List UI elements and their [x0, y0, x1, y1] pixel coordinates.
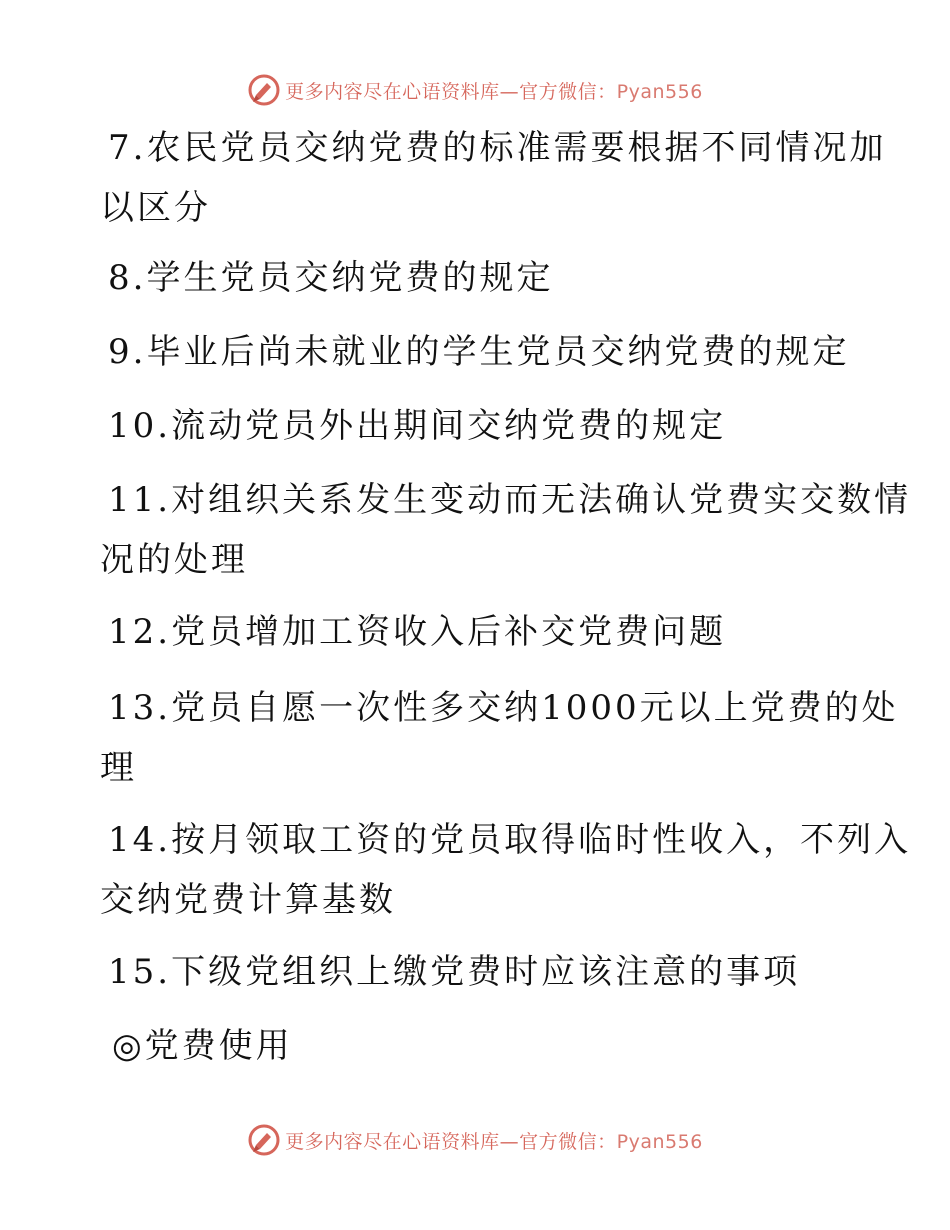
list-item-7: 7.农民党员交纳党费的标准需要根据不同情况加 以区分	[100, 128, 887, 228]
header-watermark	[0, 70, 950, 110]
footer-watermark	[0, 1120, 950, 1160]
list-item-11: 11.对组织关系发生变动而无法确认党费实交数情 况的处理	[100, 480, 912, 580]
pen-logo-icon	[247, 1123, 281, 1157]
watermark-text: 更多内容尽在心语资料库—官方微信：Pyan556	[285, 80, 703, 103]
double-circle-icon: ◎	[112, 1026, 145, 1066]
pen-logo-icon	[247, 73, 281, 107]
list-item-10: 10.流动党员外出期间交纳党费的规定	[108, 406, 727, 446]
list-item-12: 12.党员增加工资收入后补交党费问题	[108, 612, 727, 652]
list-item-15: 15.下级党组织上缴党费时应该注意的事项	[108, 952, 801, 992]
list-item-14: 14.按月领取工资的党员取得临时性收入，不列入 交纳党费计算基数	[100, 820, 912, 920]
section-title: 党费使用	[144, 1026, 293, 1066]
list-item-13: 13.党员自愿一次性多交纳1000元以上党费的处 理	[100, 688, 899, 788]
section-heading	[112, 1016, 293, 1076]
list-item-9: 9.毕业后尚未就业的学生党员交纳党费的规定	[108, 332, 850, 372]
list-item-8: 8.学生党员交纳党费的规定	[108, 258, 554, 298]
watermark-text: 更多内容尽在心语资料库—官方微信：Pyan556	[285, 1130, 703, 1153]
